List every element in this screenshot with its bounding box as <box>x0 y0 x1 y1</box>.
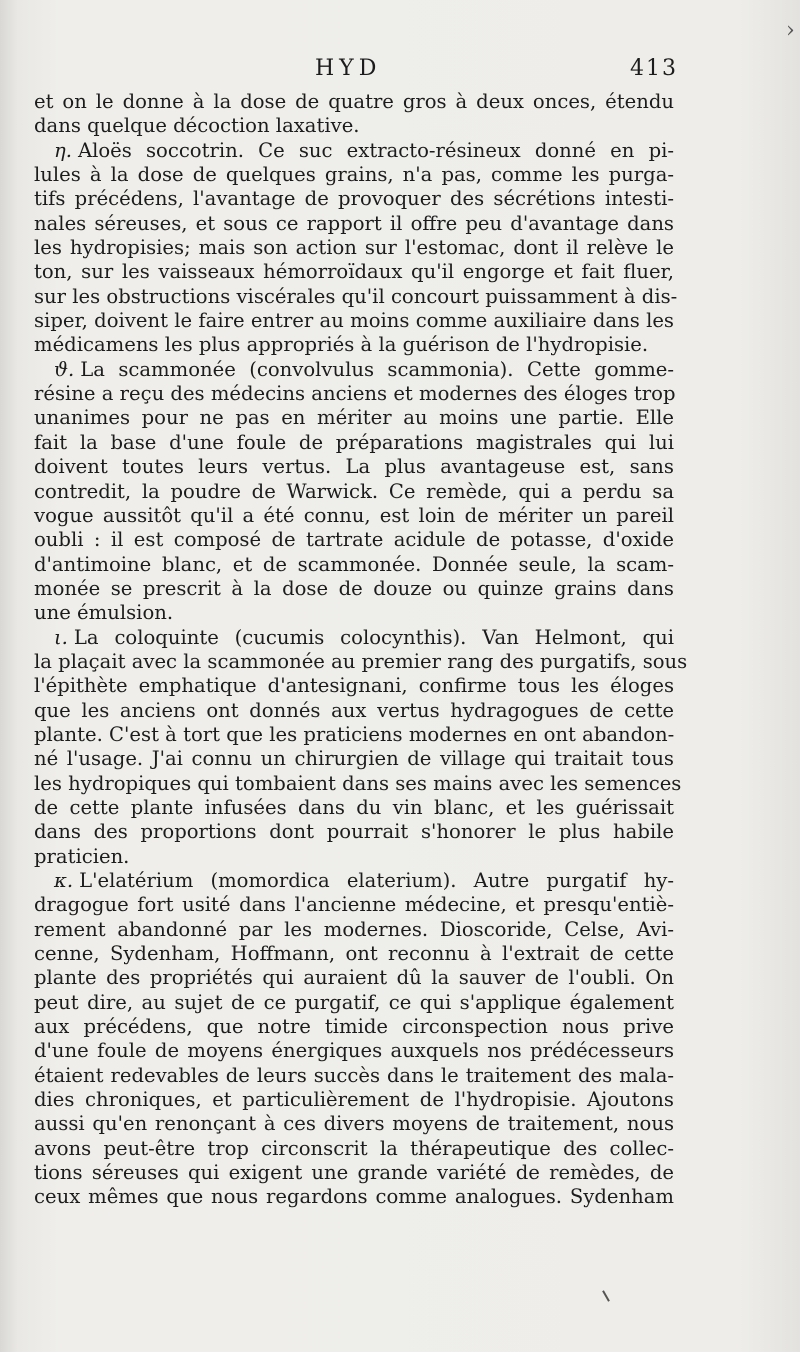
text-line: vogue aussitôt qu'il a été connu, est loin de mériter un pareil <box>34 503 674 527</box>
text-line: oubli : il est composé de tartrate acidule de potasse, d'oxide <box>34 528 674 552</box>
text-line: plante des propriétés qui auraient dû la sauver de l'oubli. On <box>34 966 674 990</box>
page-header <box>0 56 800 88</box>
text-line: de cette plante infusées dans du vin blanc, et les guérissait <box>34 795 674 819</box>
text-line: que les anciens ont donnés aux vertus hydragogues de cette <box>34 698 674 722</box>
text-line: aussi qu'en renonçant à ces divers moyens de traitement, nous <box>34 1112 674 1136</box>
text-line: cenne, Sydenham, Hoffmann, ont reconnu à l'extrait de cette <box>34 942 674 966</box>
running-head: HYD <box>315 56 382 81</box>
text-line: lules à la dose de quelques grains, n'a pas, comme les purga- <box>34 163 674 187</box>
text-line: sur les obstructions viscérales qu'il concourt puissamment à dis- <box>34 284 678 308</box>
text-line: né l'usage. J'ai connu un chirurgien de village qui traitait tous <box>34 747 674 771</box>
text-line: les hydropiques qui tombaient dans ses mains avec les semences <box>34 771 682 795</box>
text-line: monée se prescrit à la dose de douze ou quinze grains dans <box>34 576 674 600</box>
text-line: l'épithète emphatique d'antesignani, confirme tous les éloges <box>34 674 674 698</box>
entry-marker: ι. <box>54 625 68 649</box>
text-line: étaient redevables de leurs succès dans le traitement des mala- <box>34 1063 674 1087</box>
entry-line-coloquinte <box>34 626 674 650</box>
body-text <box>34 90 688 1210</box>
text-line: tions séreuses qui exigent une grande variété de remèdes, de <box>34 1161 674 1185</box>
text-line: dans des proportions dont pourrait s'honorer le plus habile <box>34 820 674 844</box>
text-line: une émulsion. <box>34 601 174 625</box>
page-number: 413 <box>630 56 678 81</box>
text-line: contredit, la poudre de Warwick. Ce remède, qui a perdu sa <box>34 479 674 503</box>
text-line: les hydropisies; mais son action sur l'estomac, dont il relève le <box>34 236 674 260</box>
paper-speck <box>602 1290 610 1301</box>
text-line: d'une foule de moyens énergiques auxquels nos prédécesseurs <box>34 1039 674 1063</box>
text-line: doivent toutes leurs vertus. La plus avantageuse est, sans <box>34 455 674 479</box>
text-line: unanimes pour ne pas en mériter au moins une partie. Elle <box>34 406 674 430</box>
text-line: La coloquinte (cucumis colocynthis). Van Helmont, qui <box>73 625 674 649</box>
entry-line-elaterium <box>34 869 674 893</box>
text-line: et on le donne à la dose de quatre gros à deux onces, étendu <box>34 90 674 113</box>
entry-marker: η. <box>54 138 72 162</box>
text-line: résine a reçu des médecins anciens et modernes des éloges trop <box>34 382 676 406</box>
text-line: La scammonée (convolvulus scammonia). Cette gomme- <box>80 357 674 381</box>
text-line: d'antimoine blanc, et de scammonée. Donnée seule, la scam- <box>34 552 674 576</box>
text-line: la plaçait avec la scammonée au premier rang des purgatifs, sous <box>34 649 688 673</box>
text-line: aux précédens, que notre timide circonspection nous prive <box>34 1015 674 1039</box>
entry-line-aloes <box>34 139 674 163</box>
text-line: praticien. <box>34 844 130 868</box>
text-line: médicamens les plus appropriés à la guérison de l'hydropisie. <box>34 333 649 357</box>
text-line: avons peut-être trop circonscrit la thérapeutique des collec- <box>34 1136 674 1160</box>
text-line: fait la base d'une foule de préparations magistrales qui lui <box>34 430 674 454</box>
text-line: dies chroniques, et particulièrement de l'hydropisie. Ajoutons <box>34 1088 674 1112</box>
text-line: ceux mêmes que nous regardons comme analogues. Sydenham <box>34 1185 674 1209</box>
text-line: dans quelque décoction laxative. <box>34 114 360 138</box>
entry-marker: κ. <box>54 869 74 892</box>
text-line: L'elatérium (momordica elaterium). Autre purgatif hy- <box>79 869 674 892</box>
text-line: rement abandonné par les modernes. Dioscoride, Celse, Avi- <box>34 917 674 941</box>
text-line: Aloës soccotrin. Ce suc extracto-résineux donné en pi- <box>77 138 674 162</box>
text-line: ton, sur les vaisseaux hémorroïdaux qu'il engorge et fait fluer, <box>34 260 674 284</box>
text-line: dragogue fort usité dans l'ancienne médecine, et presqu'entiè- <box>34 893 674 917</box>
text-line: peut dire, au sujet de ce purgatif, ce qui s'applique également <box>34 990 674 1014</box>
text-line: siper, doivent le faire entrer au moins comme auxiliaire dans les <box>34 309 674 333</box>
text-line: tifs précédens, l'avantage de provoquer des sécrétions intesti- <box>34 187 674 211</box>
text-line: plante. C'est à tort que les praticiens modernes en ont abandon- <box>34 722 675 746</box>
text-line: nales séreuses, et sous ce rapport il offre peu d'avantage dans <box>34 211 674 235</box>
entry-marker: ϑ. <box>54 357 75 381</box>
entry-line-scammonee <box>34 358 674 382</box>
page-edge-mark: › <box>786 18 795 43</box>
